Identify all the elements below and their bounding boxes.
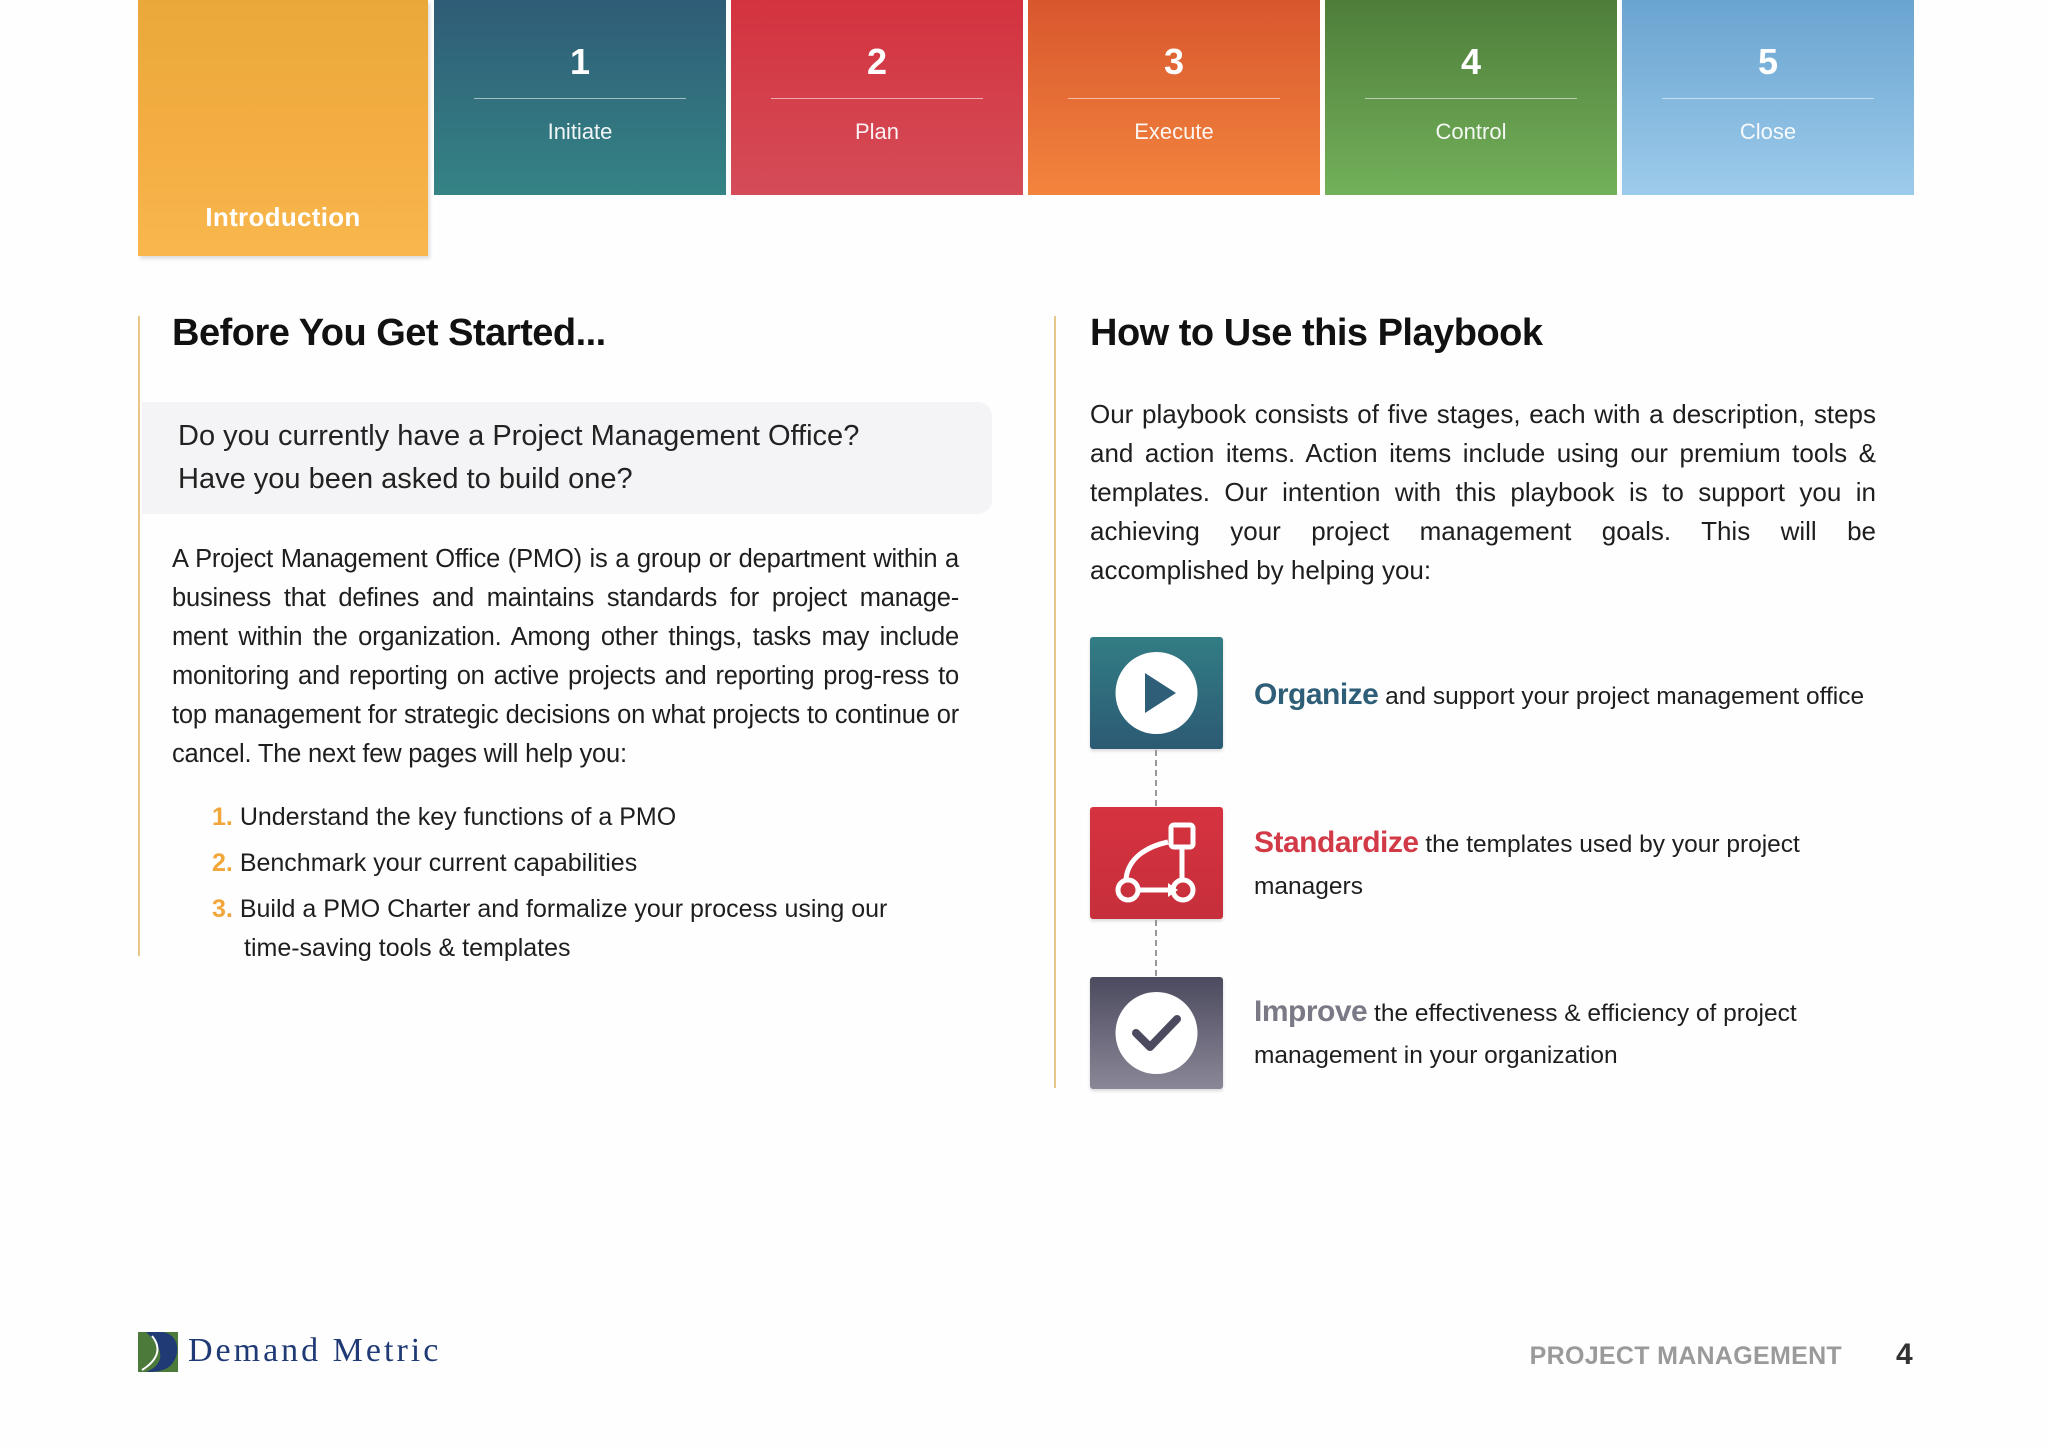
stage-number: 1	[569, 41, 591, 82]
list-text: Build a PMO Charter and formalize your process using our	[239, 895, 888, 923]
how-to-use-heading: How to Use this Playbook	[1090, 312, 1543, 354]
pmo-description: A Project Management Office (PMO) is a group or department within a business that defines and maintains standards for project manage-ment within the organization. Among other things, tasks may include monitoring and reporting on active projects and reporting prog-ress to top management for strategic decisions on what projects to continue or cancel. The next few pages will help you:	[172, 545, 959, 768]
tab-initiate[interactable]	[434, 0, 726, 195]
right-column-rule	[1054, 316, 1056, 1088]
organize-icon-box	[1090, 637, 1223, 749]
stage-tabs	[138, 0, 1914, 260]
list-item	[212, 844, 637, 883]
list-number: 2.	[212, 849, 233, 877]
divider	[771, 98, 983, 99]
list-text: Benchmark your current capabilities	[239, 849, 638, 877]
section-label: PROJECT MANAGEMENT	[1529, 1342, 1842, 1370]
standardize-keyword: Standardize	[1254, 826, 1419, 859]
demand-metric-logo	[138, 1330, 578, 1374]
stage-label: Initiate	[547, 119, 613, 144]
stage-number: 5	[1757, 41, 1779, 82]
improve-item	[1254, 991, 1797, 1077]
divider	[1365, 98, 1577, 99]
standardize-item	[1254, 822, 1800, 908]
improve-text: the effectiveness & efficiency of project	[1367, 1000, 1797, 1027]
organize-keyword: Organize	[1254, 678, 1379, 711]
left-column-rule	[138, 316, 140, 956]
logo-mark-icon	[138, 1330, 182, 1374]
callout-question: Have you been asked to build one?	[178, 463, 633, 495]
divider	[1068, 98, 1280, 99]
list-item	[212, 798, 676, 837]
organize-item	[1254, 674, 1864, 718]
checkmark-icon	[1090, 977, 1223, 1089]
before-you-start-heading: Before You Get Started...	[172, 312, 606, 354]
improve-icon-box	[1090, 977, 1223, 1089]
workflow-icon	[1090, 807, 1223, 919]
stage-label: Control	[1435, 119, 1507, 144]
playbook-description: Our playbook consists of five stages, each with a description, steps and action items. Action items include using our premium tools & templates. Our intention with this playbook is to support you in achieving your project management goals. This will be accomplished by helping you:	[1090, 399, 1876, 585]
stage-label: Close	[1739, 119, 1797, 144]
divider	[1662, 98, 1874, 99]
stage-number: 4	[1460, 41, 1482, 82]
tab-plan[interactable]	[731, 0, 1023, 195]
stage-label: Execute	[1134, 119, 1214, 144]
improve-keyword: Improve	[1254, 995, 1368, 1028]
list-number: 1.	[212, 803, 233, 831]
standardize-text: the templates used by your project	[1418, 831, 1800, 858]
tab-introduction[interactable]	[138, 0, 428, 256]
list-item-continuation: time-saving tools & templates	[244, 934, 571, 962]
callout-question: Do you currently have a Project Management Office?	[178, 420, 860, 452]
tab-introduction-label: Introduction	[205, 202, 361, 232]
list-item	[212, 890, 887, 929]
stage-label: Plan	[854, 119, 900, 144]
standardize-icon-box	[1090, 807, 1223, 919]
connector-dash	[1155, 750, 1157, 806]
connector-dash	[1155, 920, 1157, 976]
tab-execute[interactable]	[1028, 0, 1320, 195]
tab-close[interactable]	[1622, 0, 1914, 195]
stage-number: 3	[1163, 41, 1185, 82]
list-text: Understand the key functions of a PMO	[239, 803, 677, 831]
stage-number: 2	[866, 41, 888, 82]
organize-text: and support your project management office	[1378, 683, 1865, 710]
logo-wordmark: Demand Metric	[188, 1332, 442, 1369]
question-callout	[142, 402, 992, 514]
divider	[474, 98, 686, 99]
improve-text-continued: management in your organization	[1254, 1042, 1618, 1069]
list-number: 3.	[212, 895, 233, 923]
play-icon	[1090, 637, 1223, 749]
standardize-text-continued: managers	[1254, 873, 1363, 900]
tab-control[interactable]	[1325, 0, 1617, 195]
page-number: 4	[1896, 1338, 1913, 1371]
